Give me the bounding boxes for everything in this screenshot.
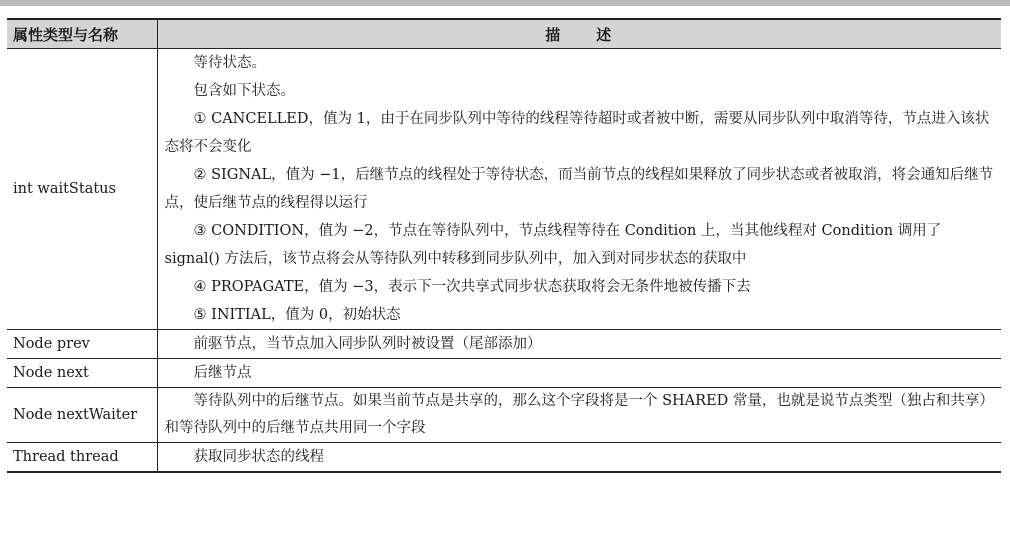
attribute-name: Thread thread xyxy=(7,443,157,473)
table-row-waitstatus xyxy=(7,49,1001,330)
description-line: 等待队列中的后继节点。如果当前节点是共享的，那么这个字段将是一个 SHARED 常量，也就是说节点类型（独占和共享）和等待队列中的后继节点共用同一个字段 xyxy=(164,393,994,436)
attribute-name: Node prev xyxy=(7,330,157,359)
attribute-name: int waitStatus xyxy=(7,49,157,330)
attribute-description xyxy=(157,359,1001,388)
description-line: 后继节点 xyxy=(193,365,252,381)
table-row-prev xyxy=(7,330,1001,359)
header-description: 描 述 xyxy=(157,19,1001,49)
status-propagate: ④ PROPAGATE，值为 −3，表示下一次共享式同步状态获取将会无条件地被传播下去 xyxy=(193,279,751,295)
description-line: 获取同步状态的线程 xyxy=(193,449,324,465)
attribute-description xyxy=(157,330,1001,359)
description-line: 前驱节点，当节点加入同步队列时被设置（尾部添加） xyxy=(193,336,542,352)
description-line: 包含如下状态。 xyxy=(193,83,295,99)
attribute-description xyxy=(157,443,1001,473)
table-row-next xyxy=(7,359,1001,388)
description-line: 等待状态。 xyxy=(193,55,266,71)
attribute-description xyxy=(157,49,1001,330)
table-row-thread xyxy=(7,443,1001,473)
node-attributes-table xyxy=(7,18,1001,473)
table-header-row xyxy=(7,19,1001,49)
status-condition: ③ CONDITION，值为 −2，节点在等待队列中，节点线程等待在 Condition 上，当其他线程对 Condition 调用了 signal() 方法后，该节点将会从等待队列中转移到同步队列中，加入到对同步状态的获取中 xyxy=(164,223,942,267)
attribute-name: Node nextWaiter xyxy=(7,388,157,443)
table-row-nextwaiter xyxy=(7,388,1001,443)
header-attribute-name: 属性类型与名称 xyxy=(7,19,157,49)
attribute-description xyxy=(157,388,1001,443)
attribute-name: Node next xyxy=(7,359,157,388)
status-signal: ② SIGNAL，值为 −1，后继节点的线程处于等待状态，而当前节点的线程如果释放了同步状态或者被取消，将会通知后继节点，使后继节点的线程得以运行 xyxy=(164,167,994,211)
status-initial: ⑤ INITIAL，值为 0，初始状态 xyxy=(193,307,401,323)
status-cancelled: ① CANCELLED，值为 1，由于在同步队列中等待的线程等待超时或者被中断，需要从同步队列中取消等待，节点进入该状态将不会变化 xyxy=(164,111,990,155)
top-border-bar xyxy=(0,0,1010,6)
